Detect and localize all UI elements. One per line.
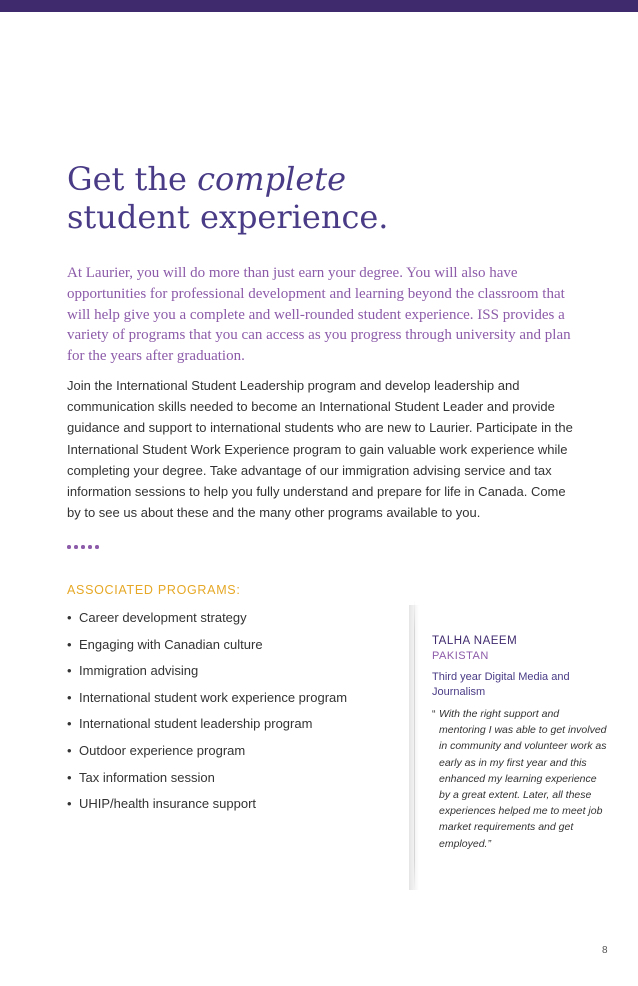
dotted-divider bbox=[67, 545, 99, 549]
program-label: Engaging with Canadian culture bbox=[79, 636, 263, 652]
program-label: International student work experience program bbox=[79, 689, 348, 705]
program-label: International student leadership program bbox=[79, 716, 313, 732]
list-item bbox=[67, 607, 347, 634]
intro-paragraph: At Laurier, you will do more than just earn your degree. You will also have opportunities for professional development and learning beyond the classroom that will help give you a complete and well-rounded student experience. ISS provides a variety of programs that you can access as you progress through university and plan for the years after graduation. bbox=[67, 265, 571, 365]
divider-dot bbox=[67, 545, 71, 549]
divider-dot bbox=[95, 545, 99, 549]
list-item bbox=[67, 793, 347, 820]
testimonial-program: Third year Digital Media and Journalism bbox=[432, 671, 570, 698]
program-label: UHIP/health insurance support bbox=[79, 796, 257, 812]
list-item bbox=[67, 740, 347, 767]
program-label: Immigration advising bbox=[79, 663, 199, 679]
sidebar-divider bbox=[414, 600, 415, 890]
programs-heading: ASSOCIATED PROGRAMS: bbox=[67, 583, 241, 597]
bullet: • bbox=[67, 796, 72, 812]
list-item bbox=[67, 660, 347, 687]
divider-dot bbox=[74, 545, 78, 549]
list-item bbox=[67, 634, 347, 661]
list-item bbox=[67, 713, 347, 740]
list-item bbox=[67, 767, 347, 794]
bullet: • bbox=[67, 742, 72, 758]
title-prefix: Get the bbox=[67, 160, 198, 198]
title-line-2: student experience. bbox=[67, 198, 389, 236]
top-accent-bar bbox=[0, 0, 638, 12]
divider-dot bbox=[88, 545, 92, 549]
program-label: Tax information session bbox=[79, 769, 215, 785]
testimonial-quote bbox=[432, 706, 607, 852]
page-title bbox=[67, 160, 388, 236]
quote-text: With the right support and mentoring I was able to get involved in community and volunteer work as early as in my first year and this enhanced my learning experience by a great extent. Later, all these experiences helped me to meet job market requirements and get employed. bbox=[439, 708, 607, 850]
body-paragraph: Join the International Student Leadership program and develop leadership and communication skills needed to become an International Student Leader and provide guidance and support to international students who are new to Laurier. Participate in the International Student Work Experience program to gain valuable work experience while completing your degree. Take advantage of our immigration advising service and tax information sessions to help you fully understand and prepare for life in Canada. Come by to see us about these and the many other programs available to you. bbox=[67, 378, 573, 521]
bullet: • bbox=[67, 610, 72, 625]
open-quote-mark: “ bbox=[432, 708, 436, 720]
program-label: Career development strategy bbox=[79, 610, 247, 625]
bullet: • bbox=[67, 769, 72, 785]
list-item bbox=[67, 687, 347, 714]
title-emphasis: complete bbox=[197, 160, 347, 198]
testimonial-name: TALHA NAEEM bbox=[432, 635, 518, 647]
close-quote-mark: ” bbox=[487, 837, 491, 850]
page-number: 8 bbox=[602, 945, 608, 956]
bullet: • bbox=[67, 663, 72, 679]
testimonial-country: PAKISTAN bbox=[432, 650, 489, 662]
bullet: • bbox=[67, 689, 72, 705]
testimonial-sidebar bbox=[432, 634, 607, 852]
bullet: • bbox=[67, 636, 72, 652]
bullet: • bbox=[67, 716, 72, 732]
program-label: Outdoor experience program bbox=[79, 742, 246, 758]
programs-list bbox=[67, 607, 347, 820]
divider-dot bbox=[81, 545, 85, 549]
